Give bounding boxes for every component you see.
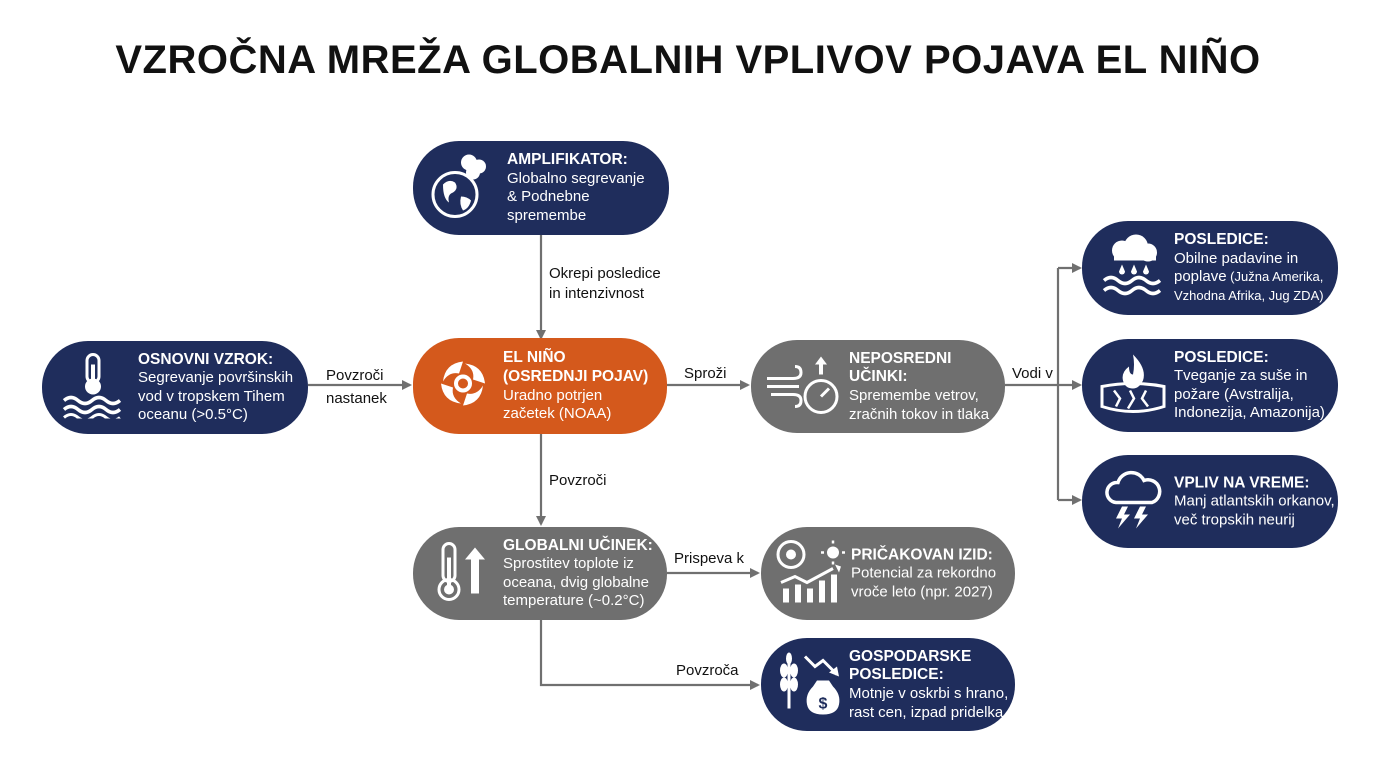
edge-label-trigger: Sproži — [684, 365, 727, 382]
edge-label-contributes: Prispeva k — [674, 550, 745, 567]
drought-body: Tveganje za suše in požare (Avstralija, Indonezija, Amazonija) — [1174, 367, 1325, 422]
outcome-body: Potencial za rekordno vroče leto (npr. 2027) — [851, 564, 997, 600]
weather-heading: VPLIV NA VREME: — [1174, 473, 1310, 491]
sun-chart-icon — [775, 538, 847, 609]
edge-label-cause: Povzroči nastanek — [326, 367, 387, 408]
weather-body: Manj atlantskih orkanov, več tropskih neurij — [1174, 492, 1335, 528]
thermometer-up-icon — [435, 539, 491, 608]
economic-heading: GOSPODARSKE POSLEDICE: — [849, 647, 972, 684]
node-outcome — [761, 527, 1015, 620]
global-effect-body: Sprostitev toplote iz oceana, dvig globalne temperature (~0.2°C) — [503, 555, 649, 610]
el-nino-heading: EL NIÑO (OSREDNJI POJAV) — [503, 348, 649, 385]
node-el-nino — [413, 338, 667, 434]
wind-gauge-icon — [765, 352, 841, 421]
floods-body: Obilne padavine in poplave — [1174, 250, 1299, 286]
floods-regions: (Južna Amerika, Vzhodna Afrika, Jug ZDA) — [1174, 269, 1324, 303]
edge-label-causes-econ: Povzroča — [676, 662, 739, 679]
thermometer-waves-icon — [62, 352, 124, 423]
node-amplifier — [413, 141, 669, 235]
storm-cloud-icon — [1102, 468, 1164, 535]
node-floods — [1082, 221, 1338, 315]
direct-effects-body: Spremembe vetrov, zračnih tokov in tlaka — [849, 387, 990, 423]
fire-drought-icon — [1100, 350, 1166, 421]
node-direct-effects — [751, 340, 1005, 433]
rain-flood-icon — [1102, 235, 1164, 302]
outcome-heading: PRIČAKOVAN IZID: — [851, 545, 993, 563]
floods-heading: POSLEDICE: — [1174, 231, 1269, 249]
node-global-effect — [413, 527, 667, 620]
edge-label-leads: Vodi v — [1012, 365, 1053, 382]
diagram-title: VZROČNA MREŽA GLOBALNIH VPLIVOV POJAVA EL NIÑO — [115, 38, 1261, 82]
amplifier-body: Globalno segrevanje & Podnebne spremembe — [507, 170, 645, 224]
wheat-money-icon — [777, 648, 843, 721]
root-cause-body: Segrevanje površinskih vod v tropskem Tihem oceanu (>0.5°C) — [138, 369, 294, 424]
node-economic — [761, 638, 1015, 731]
earth-smoke-icon — [429, 151, 493, 226]
amplifier-heading: AMPLIFIKATOR: — [507, 151, 628, 169]
global-effect-heading: GLOBALNI UČINEK: — [503, 536, 653, 554]
root-cause-heading: OSNOVNI VZROK: — [138, 350, 274, 368]
node-drought — [1082, 339, 1338, 432]
hurricane-icon — [433, 354, 493, 419]
svg-text:$: $ — [818, 695, 828, 712]
el-nino-body: Uradno potrjen začetek (NOAA) — [503, 386, 612, 422]
edge-label-causes-global: Povzroči — [549, 472, 607, 489]
node-weather — [1082, 455, 1338, 548]
node-root-cause — [42, 341, 308, 434]
drought-heading: POSLEDICE: — [1174, 348, 1269, 366]
edge-label-amplify: Okrepi posledice in intenzivnost — [549, 265, 661, 302]
economic-body: Motnje v oskrbi s hrano, rast cen, izpad pridelka — [849, 685, 1009, 721]
direct-effects-heading: NEPOSREDNI UČINKI: — [849, 349, 952, 386]
